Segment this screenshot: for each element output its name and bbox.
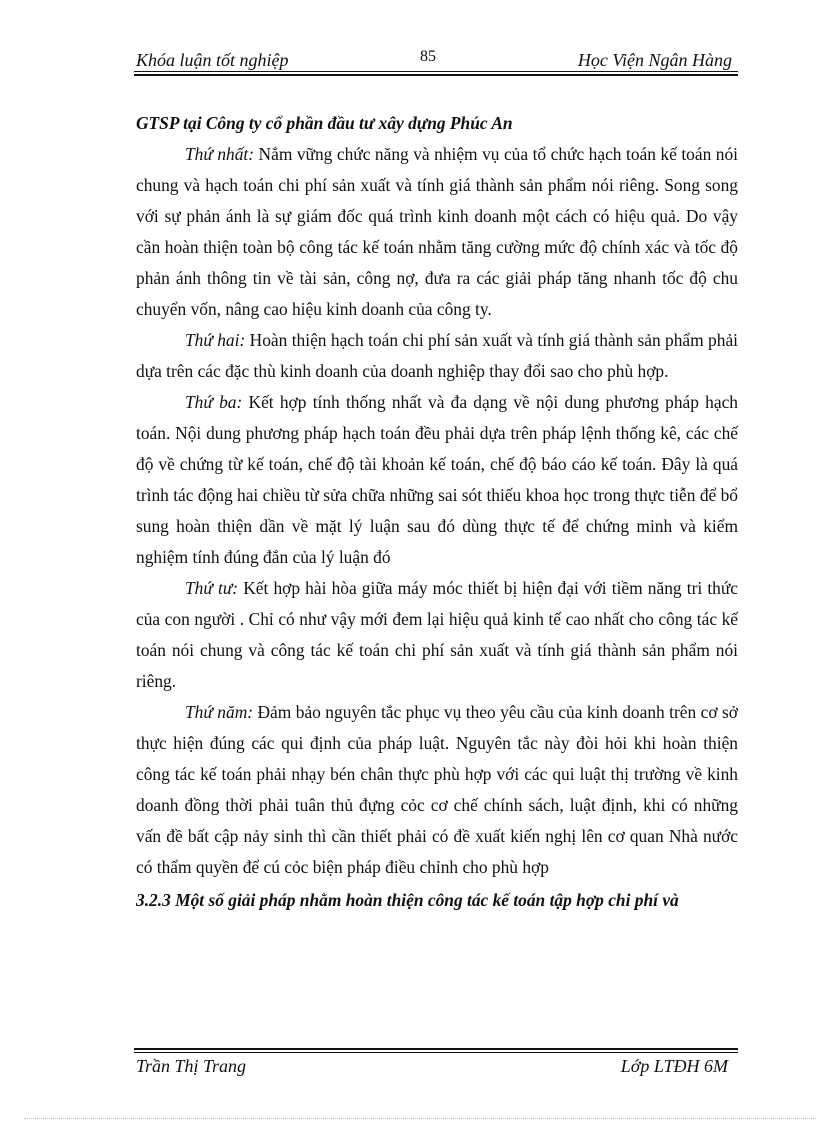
paragraph-text: Nắm vững chức năng và nhiệm vụ của tổ chức hạch toán kế toán nói chung và hạch toán chi phí sản xuất và tính giá thành sản phẩm nói riêng. Song song với sự phản ánh là sự giám đốc quá trình kinh doanh một cách có hiệu quả. Do vậy cần hoàn thiện toàn bộ công tác kế toán nhằm tăng cường mức độ chính xác và tốc độ phản ánh thông tin về tài sản, công nợ, đưa ra các giải pháp tăng nhanh tốc độ chu chuyển vốn, nâng cao hiệu kinh doanh của công ty.	[136, 144, 738, 319]
paragraph-text: Kết hợp tính thống nhất và đa dạng về nội dung phương pháp hạch toán. Nội dung phương pháp hạch toán đều phải dựa trên pháp lệnh thống kê, các chế độ về chứng từ kế toán, chế độ tài khoản kế toán, chế độ báo cáo kế toán. Đây là quá trình tác động hai chiều từ sửa chữa những sai sót thiếu khoa học trong thực tiễn để bổ sung hoàn thiện dần về mặt lý luận sau đó dùng thực tế để chứng minh và kiểm nghiệm tính đúng đắn của lý luận đó	[136, 392, 738, 567]
paragraph-text: Đảm bảo nguyên tắc phục vụ theo yêu cầu của kinh doanh trên cơ sở thực hiện đúng các qui định của pháp luật. Nguyên tắc này đòi hỏi khi hoàn thiện công tác kế toán phải nhạy bén chân thực phù hợp với các qui luật thị trường về kinh doanh đồng thời phải tuân thủ đựng cỏc cơ chế chính sách, luật định, khi có những vấn đề bất cập nảy sinh thì cần thiết phải có đề xuất kiến nghị lên cơ quan Nhà nước có thẩm quyền để cú cỏc biện pháp điều chỉnh cho phù hợp	[136, 702, 738, 877]
footer-rule-double	[134, 1048, 738, 1050]
paragraph-lead: Thứ nhất:	[185, 144, 255, 164]
page-footer	[134, 1054, 736, 1080]
page-number: 85	[420, 48, 436, 65]
page-body	[136, 108, 738, 916]
header-institution: Học Viện Ngân Hàng	[577, 50, 732, 70]
paragraph-fourth	[136, 573, 738, 697]
paragraph-fifth	[136, 697, 738, 883]
header-rule-double	[134, 74, 738, 76]
paragraph-lead: Thứ năm:	[185, 702, 254, 722]
page-edge-divider	[24, 1118, 816, 1119]
paragraph-text: Hoàn thiện hạch toán chi phí sản xuất và tính giá thành sản phẩm phải dựa trên các đặc thù kinh doanh của doanh nghiệp thay đổi sao cho phù hợp.	[136, 330, 738, 381]
paragraph-lead: Thứ ba:	[185, 392, 243, 412]
footer-rule	[134, 1052, 738, 1053]
paragraph-third	[136, 387, 738, 573]
paragraph-second	[136, 325, 738, 387]
section-heading: GTSP tại Công ty cổ phần đầu tư xây dựng Phúc An	[136, 113, 513, 133]
header-rule	[134, 71, 738, 72]
subsection-heading: 3.2.3 Một số giải pháp nhằm hoàn thiện công tác kế toán tập hợp chi phí và	[136, 890, 679, 910]
page-header	[134, 46, 736, 72]
footer-author: Trần Thị Trang	[136, 1056, 247, 1076]
header-thesis-label: Khóa luận tốt nghiệp	[136, 50, 289, 70]
paragraph-first	[136, 139, 738, 325]
paragraph-text: Kết hợp hài hòa giữa máy móc thiết bị hiện đại với tiềm năng tri thức của con người . Chỉ có như vậy mới đem lại hiệu quả kinh tế cao nhất cho công tác kế toán nói chung và công tác kế toán chi phí sản xuất và tính giá thành sản phẩm nói riêng.	[136, 578, 738, 691]
paragraph-lead: Thứ tư:	[185, 578, 239, 598]
paragraph-lead: Thứ hai:	[185, 330, 246, 350]
footer-class: Lớp LTĐH 6M	[620, 1056, 728, 1076]
